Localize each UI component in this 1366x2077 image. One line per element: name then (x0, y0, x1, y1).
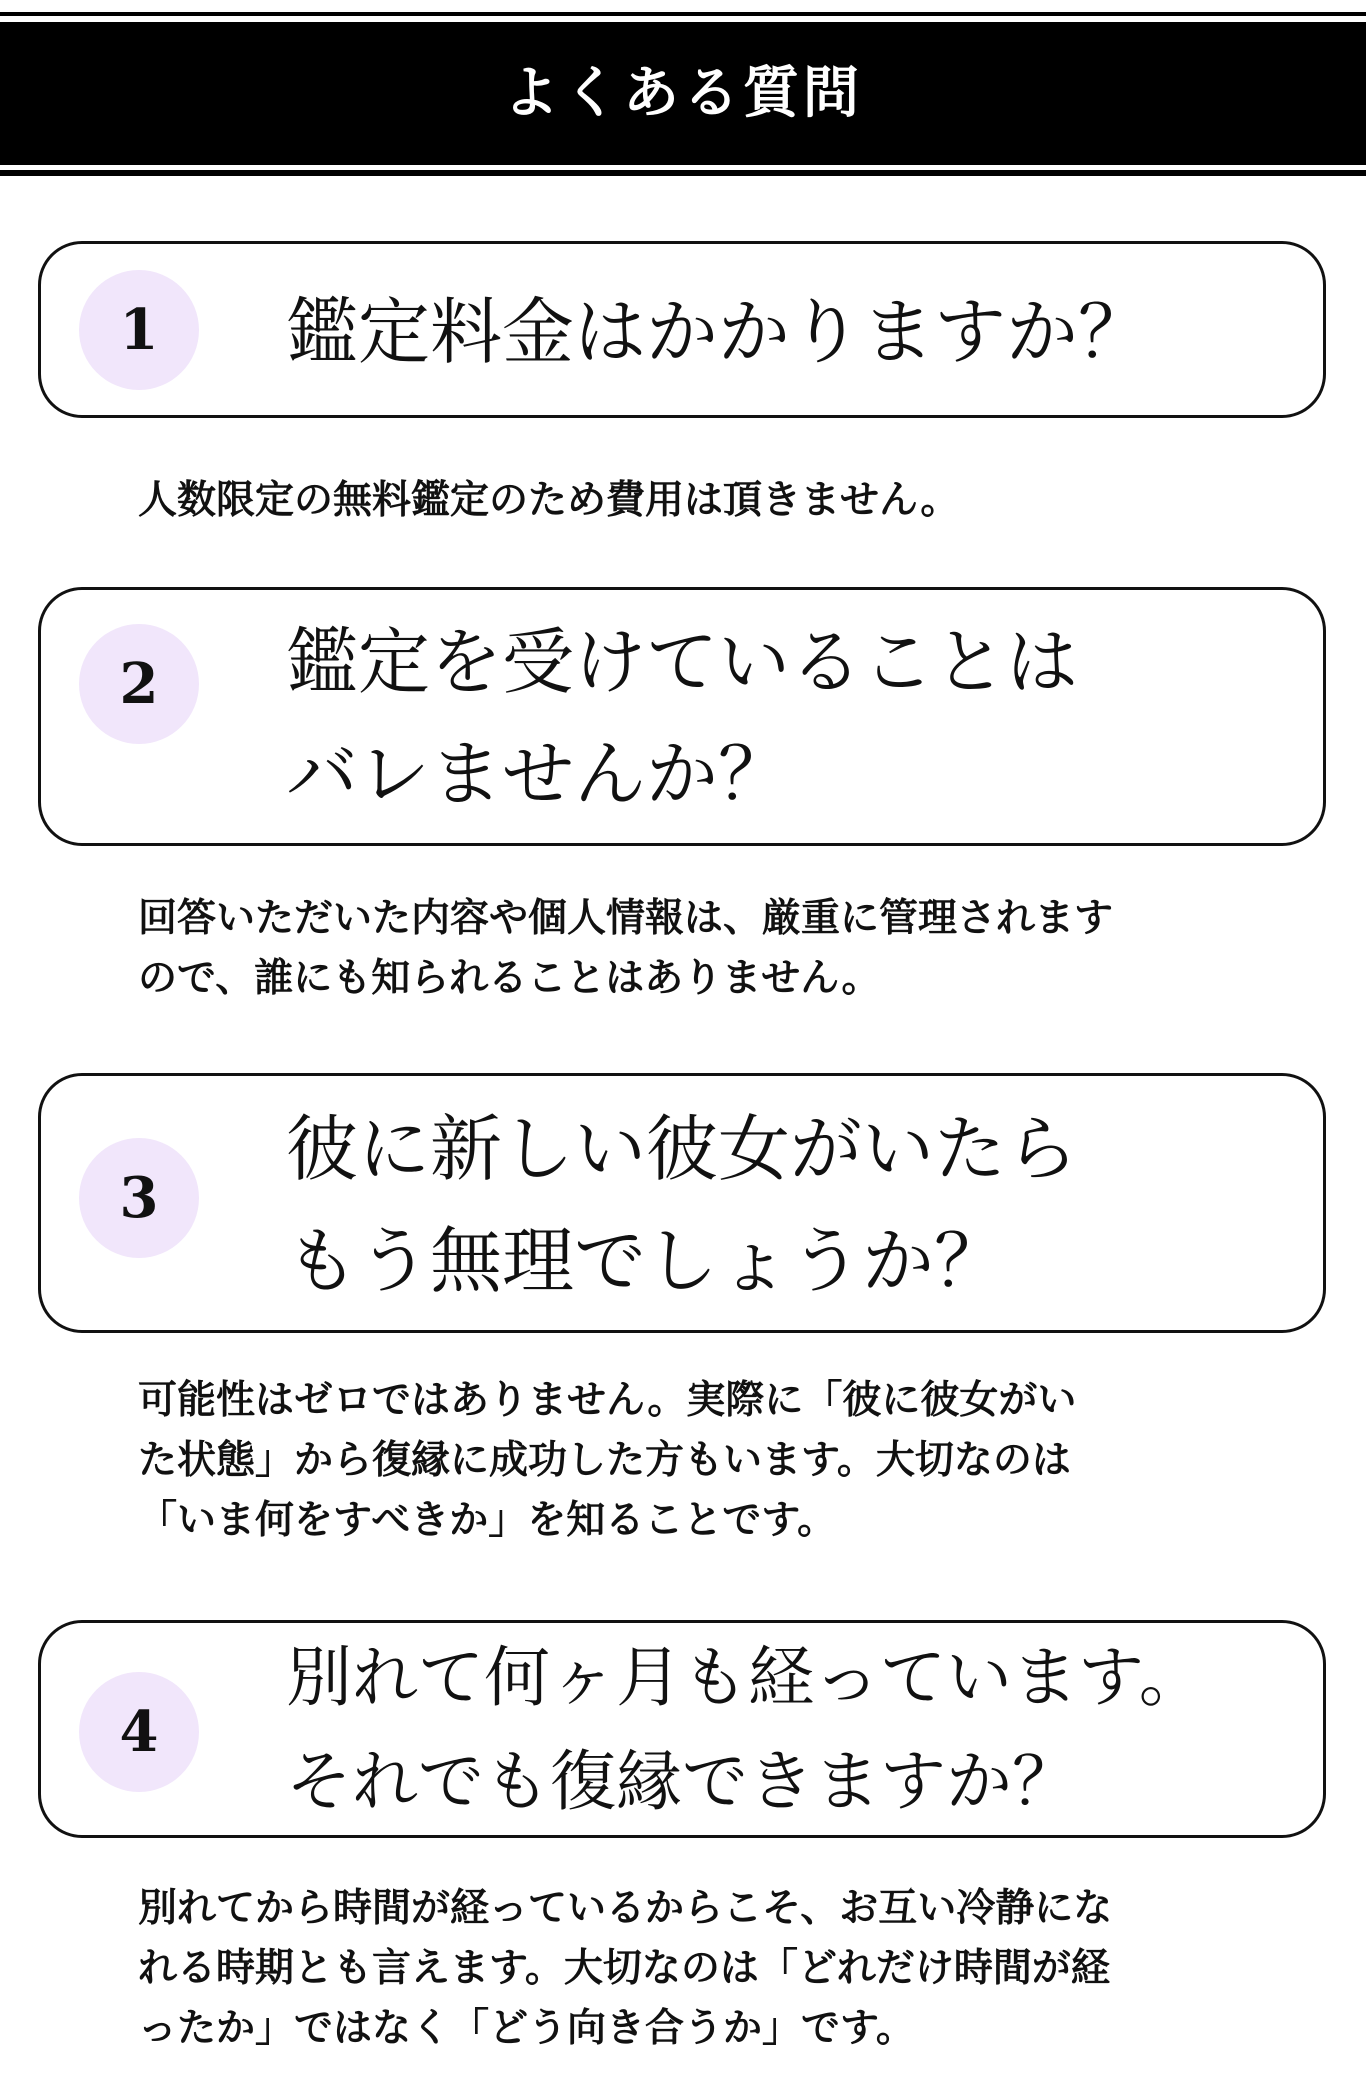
faq-answer-2-line-1: 回答いただいた内容や個人情報は、厳重に管理されます (138, 895, 1114, 941)
faq-answer-2-line-2: ので、誰にも知られることはありません。 (138, 955, 881, 1001)
faq-question-box-1 (38, 241, 1326, 418)
faq-question-box-3 (38, 1073, 1326, 1333)
faq-answer-3-line-3: 「いま何をすべきか」を知ることです。 (138, 1497, 837, 1543)
faq-answer-1-line-1: 人数限定の無料鑑定のため費用は頂きません。 (138, 477, 960, 523)
faq-question-4-line-1: 別れて何ヶ月も経っています。 (286, 1639, 1205, 1716)
faq-answer-4-line-1: 別れてから時間が経っているからこそ、お互い冷静にな (138, 1885, 1113, 1931)
faq-number-badge-2: 2 (79, 624, 199, 744)
faq-answer-4 (138, 1878, 1288, 2058)
faq-answer-2 (138, 888, 1288, 1008)
faq-answer-4-line-3: ったか」ではなく「どう向き合うか」です。 (138, 2005, 915, 2051)
faq-number-badge-3: 3 (79, 1138, 199, 1258)
faq-question-2-line-2: バレませんか？ (286, 732, 791, 816)
faq-question-1-line-1: 鑑定料金はかかりますか？ (286, 290, 1151, 374)
faq-header (0, 0, 1366, 182)
faq-answer-1 (138, 470, 1288, 530)
faq-question-3-line-2: もう無理でしょうか？ (286, 1219, 1007, 1303)
faq-answer-4-line-2: れる時期とも言えます。大切なのは「どれだけ時間が経 (138, 1945, 1110, 1991)
faq-question-box-4 (38, 1620, 1326, 1838)
faq-answer-3-line-1: 可能性はゼロではありません。実際に「彼に彼女がい (138, 1377, 1077, 1423)
page-title: よくある質問 (503, 60, 863, 126)
header-top-rule (0, 12, 1366, 16)
faq-answer-3 (138, 1370, 1288, 1550)
faq-question-box-2 (38, 587, 1326, 846)
faq-number-badge-4: 4 (79, 1672, 199, 1792)
faq-question-1 (286, 276, 1283, 388)
faq-answer-3-line-2: た状態」から復縁に成功した方もいます。大切なのは (138, 1437, 1071, 1483)
faq-question-2 (286, 606, 1283, 830)
faq-question-2-line-1: 鑑定を受けていることは (286, 620, 1079, 704)
header-bottom-rule (0, 170, 1366, 176)
faq-question-4 (286, 1626, 1283, 1834)
faq-question-4-line-2: それでも復縁できますか？ (286, 1743, 1078, 1820)
faq-question-3-line-1: 彼に新しい彼女がいたら (286, 1107, 1079, 1191)
faq-number-badge-1: 1 (79, 270, 199, 390)
faq-question-3 (286, 1093, 1283, 1317)
